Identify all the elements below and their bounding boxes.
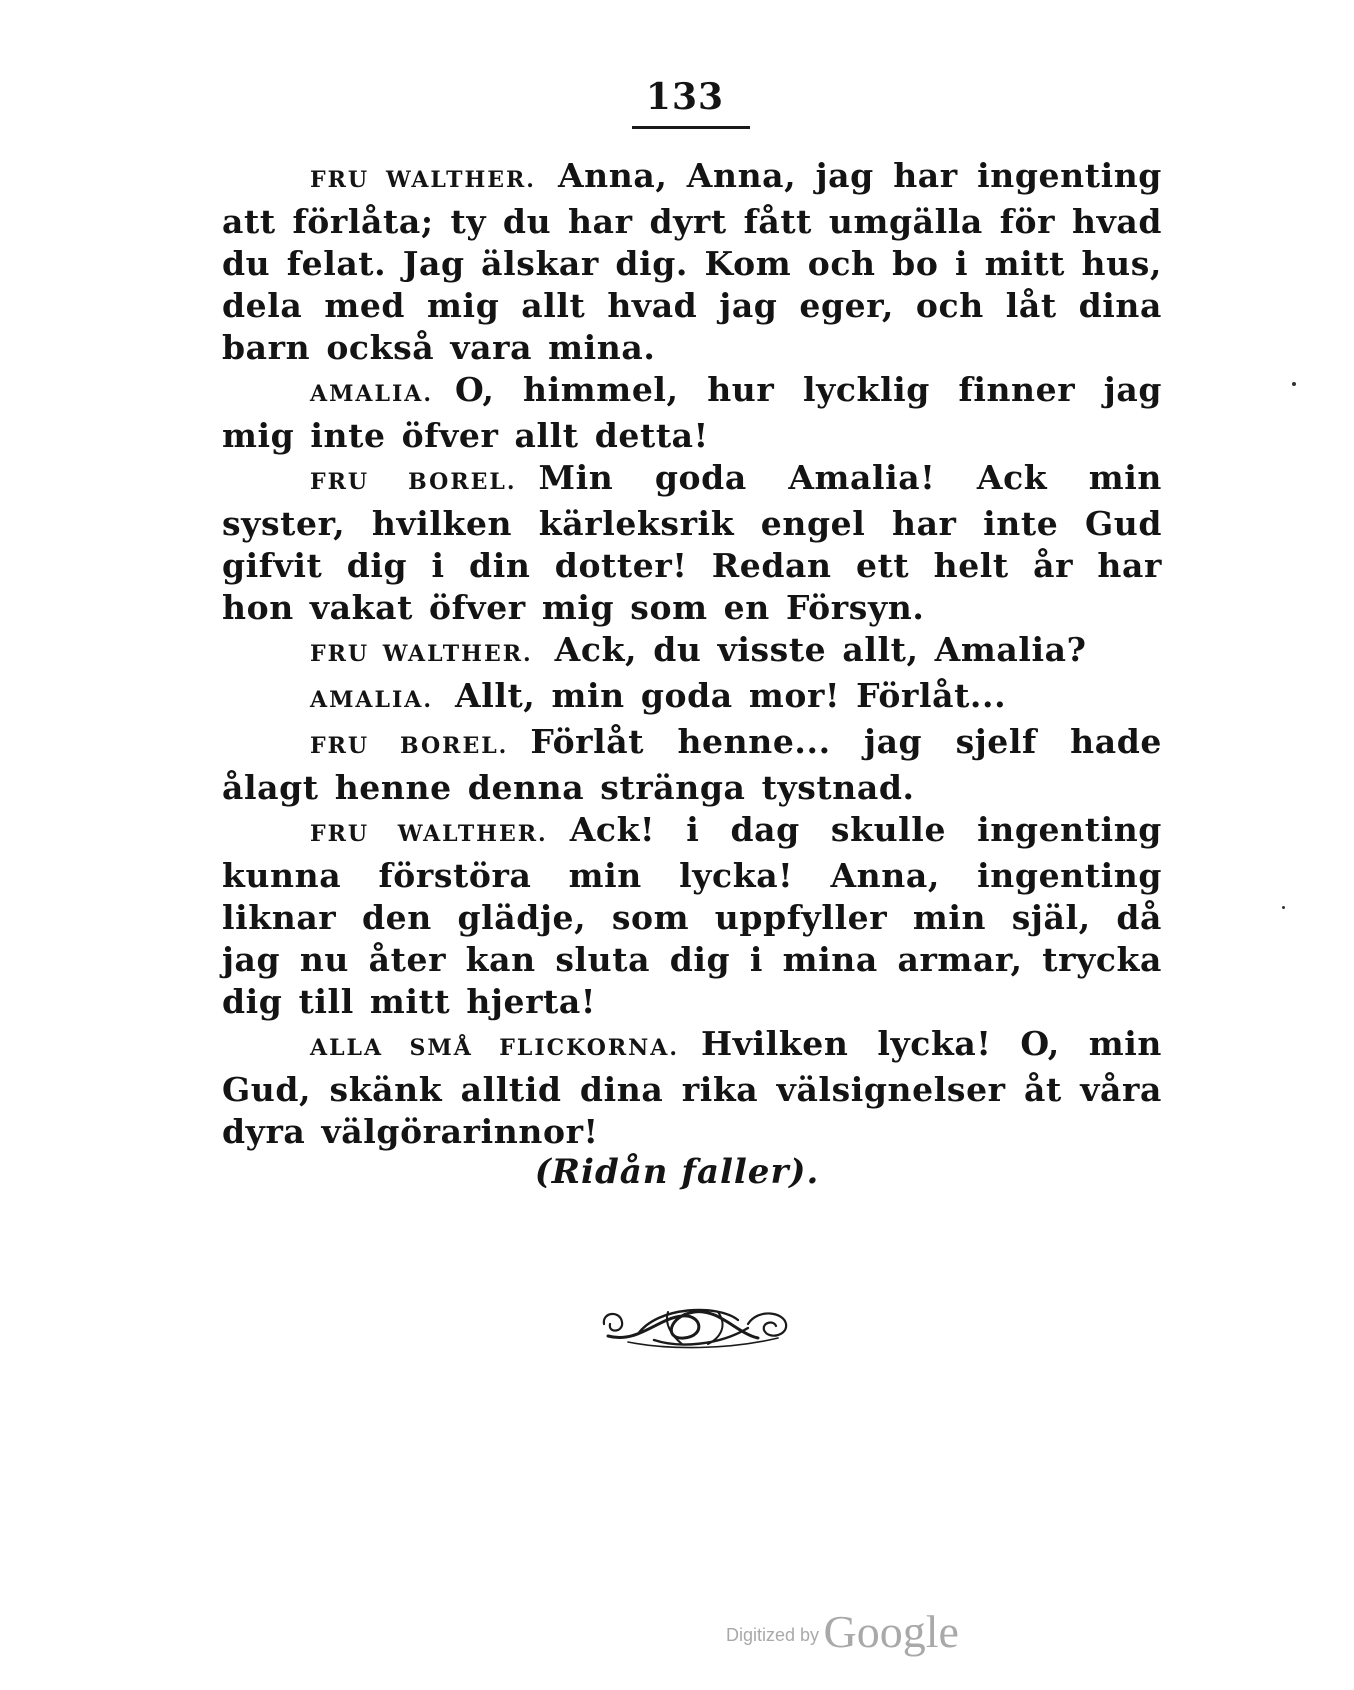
google-logo: Google	[823, 1606, 959, 1657]
speaker-name: FRU BOREL.	[310, 469, 517, 495]
speech-8	[222, 1023, 1162, 1153]
speech-6	[222, 721, 1162, 809]
speech-text: Min goda Amalia! Ack min syster, hvilken kärleksrik engel har inte Gud gifvit dig i din dotter! Redan ett helt år har hon vakat öfver mig som en Försyn.	[222, 458, 1162, 627]
ornament-flourish-icon	[598, 1298, 794, 1354]
header-rule	[632, 126, 750, 129]
speaker-name: FRU WALTHER.	[310, 821, 548, 847]
digitized-by-google-watermark	[726, 1605, 959, 1658]
speech-4	[222, 629, 1162, 675]
speaker-name: AMALIA.	[310, 381, 433, 407]
speaker-name: FRU WALTHER.	[310, 641, 533, 667]
speech-text: Anna, Anna, jag har ingenting att förlåta; ty du har dyrt fått umgälla för hvad du felat. Jag älskar dig. Kom och bo i mitt hus, dela med mig allt hvad jag eger, och låt dina barn också vara mina.	[222, 156, 1162, 367]
scan-speck	[1282, 906, 1285, 909]
page-number: 133	[645, 76, 725, 118]
speech-text: O, himmel, hur lycklig finner jag mig inte öfver allt detta!	[222, 370, 1162, 455]
speech-text: Hvilken lycka! O, min Gud, skänk alltid dina rika välsignelser åt våra dyra välgörarinnor!	[222, 1024, 1162, 1151]
speech-text: Ack! i dag skulle ingenting kunna förstöra min lycka! Anna, ingenting liknar den glädje, som uppfyller min själ, då jag nu åter kan sluta dig i mina armar, trycka dig till mitt hjerta!	[222, 810, 1162, 1021]
speech-3	[222, 457, 1162, 629]
scan-speck	[1292, 382, 1296, 386]
speech-7	[222, 809, 1162, 1023]
speaker-name: FRU BOREL.	[310, 733, 509, 759]
speech-1	[222, 155, 1162, 369]
speech-2	[222, 369, 1162, 457]
watermark-prefix: Digitized by	[726, 1625, 820, 1645]
speaker-name: AMALIA.	[310, 687, 433, 713]
speech-text: Ack, du visste allt, Amalia?	[554, 630, 1087, 669]
speech-5	[222, 675, 1162, 721]
speaker-name: FRU WALTHER.	[310, 167, 536, 193]
speech-text: Allt, min goda mor! Förlåt...	[454, 676, 1007, 715]
speech-text: Förlåt henne... jag sjelf hade ålagt henne denna stränga tystnad.	[222, 722, 1162, 807]
speaker-name: ALLA SMÅ FLICKORNA.	[310, 1035, 679, 1061]
stage-direction: (Ridån faller).	[534, 1152, 820, 1192]
dialogue-body	[222, 155, 1162, 1153]
